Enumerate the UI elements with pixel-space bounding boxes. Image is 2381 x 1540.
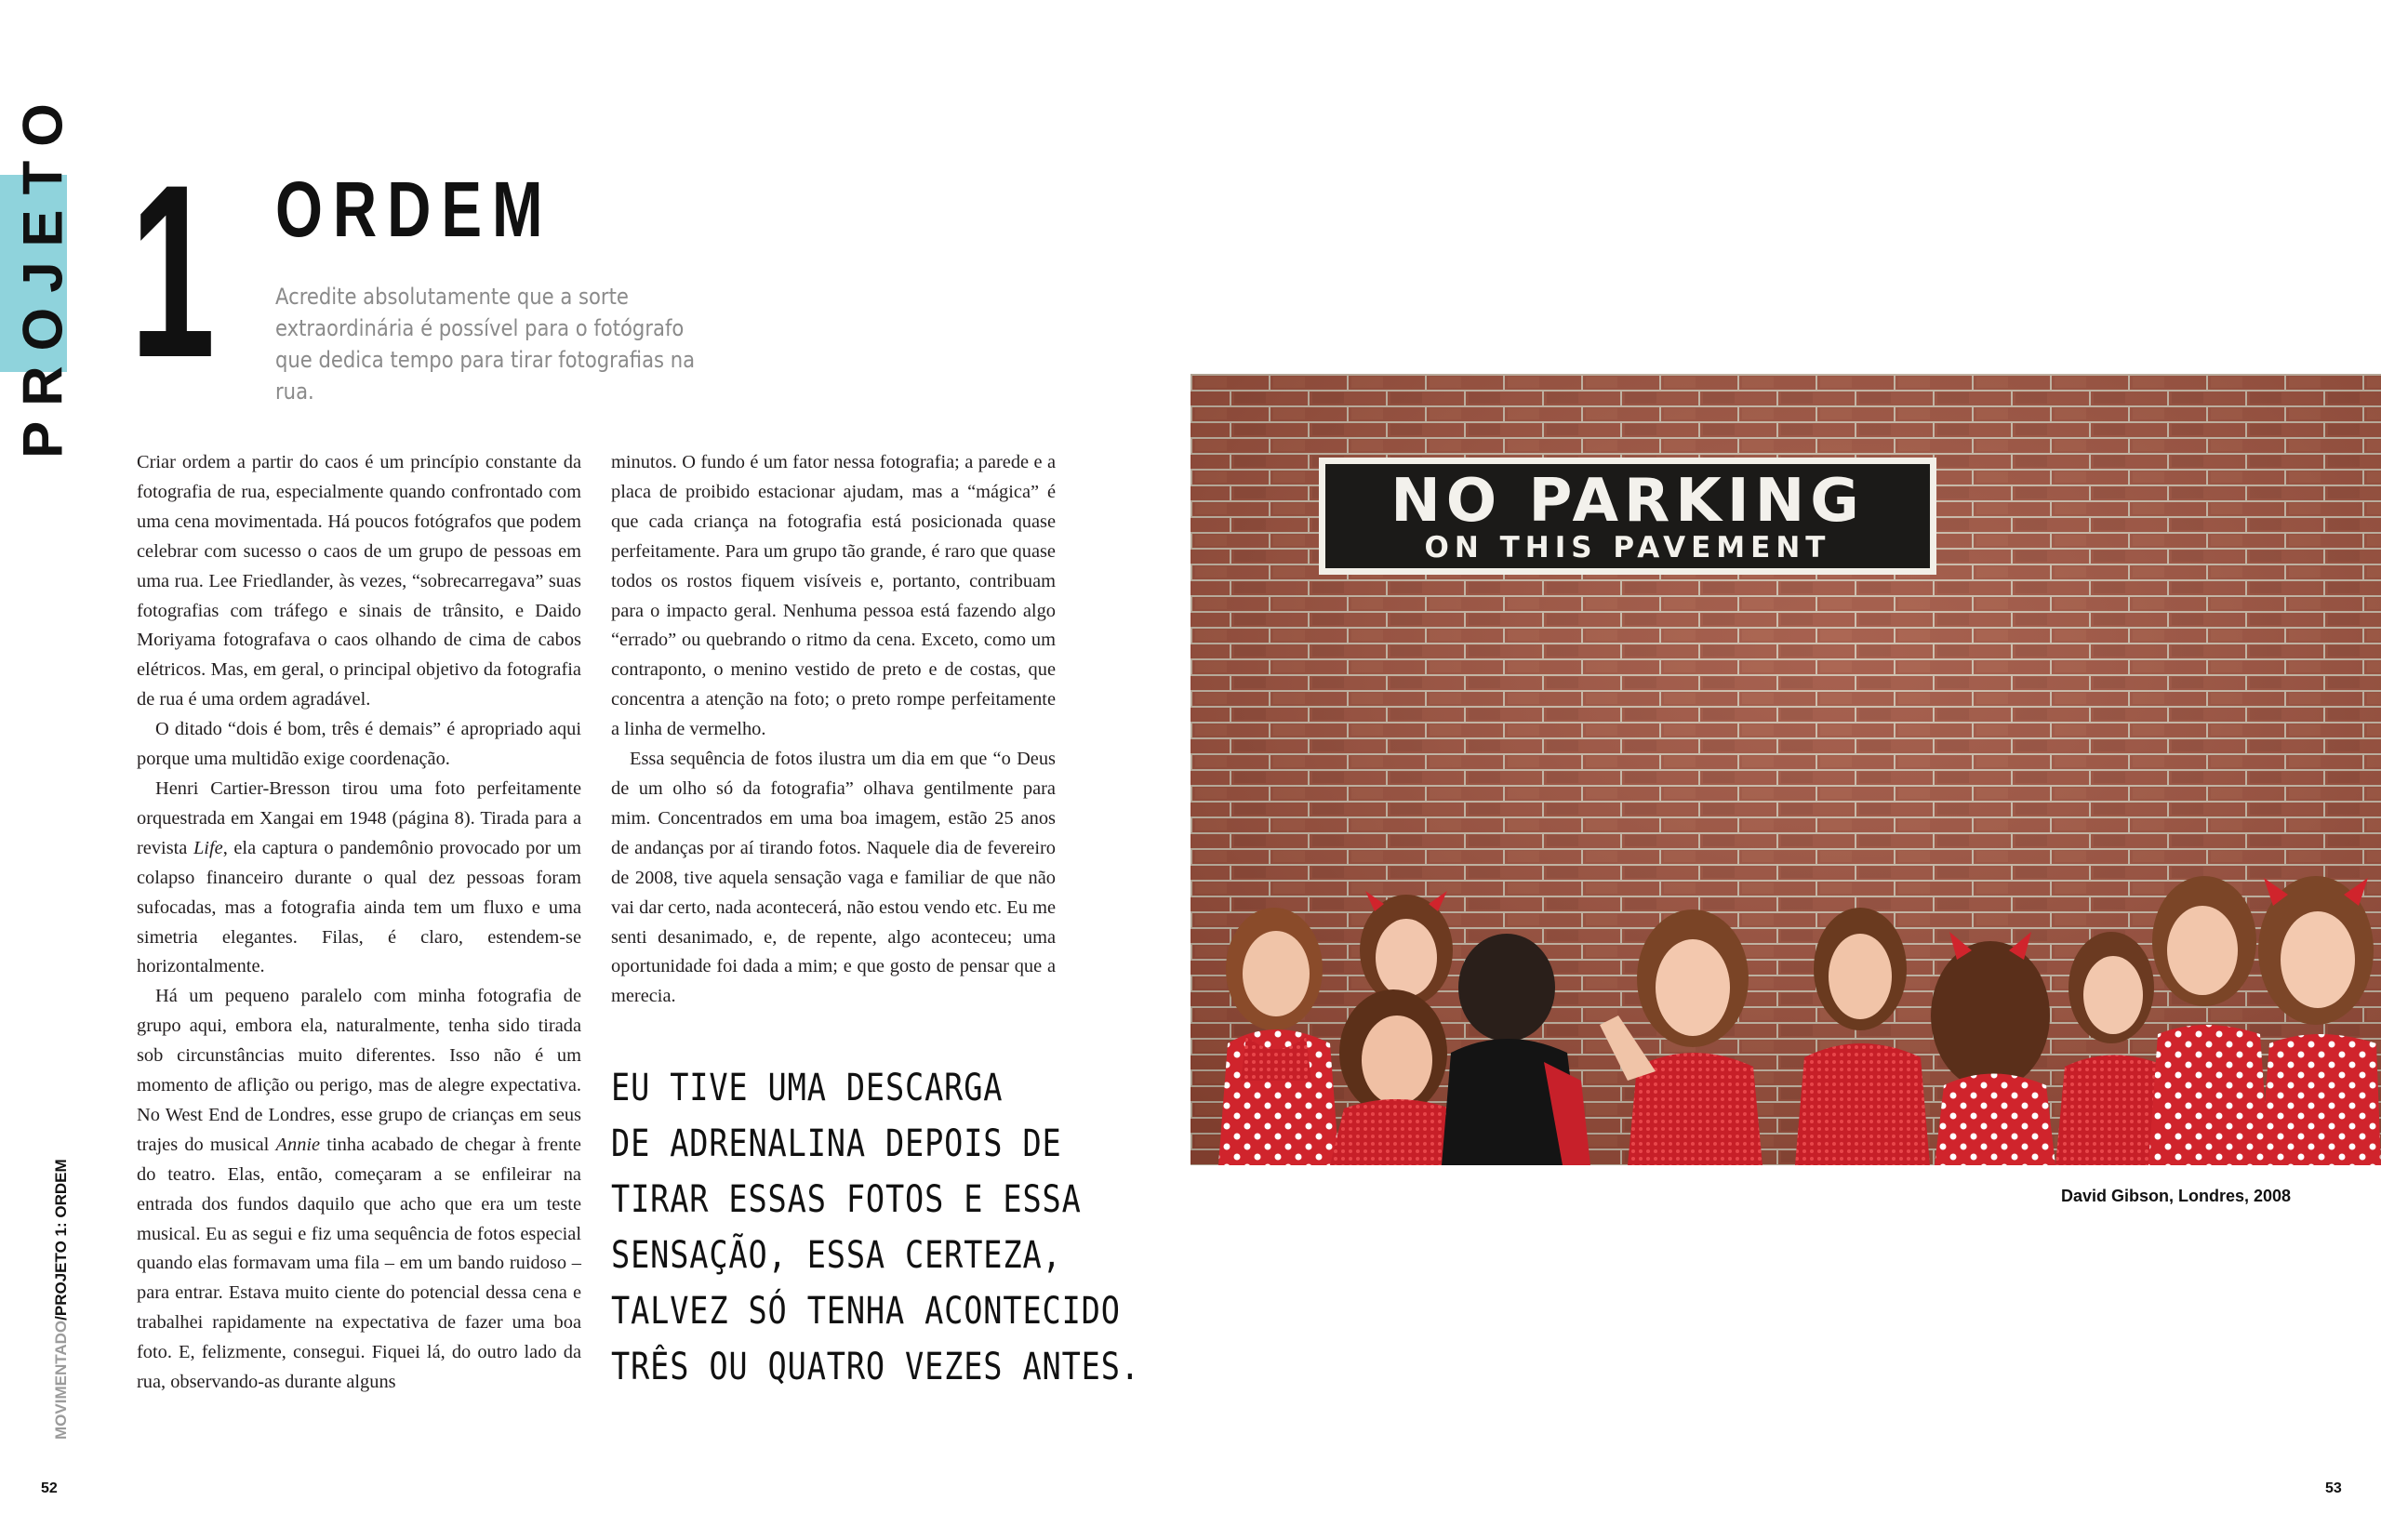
body-column-1: [137, 448, 581, 1398]
photo-credit: David Gibson, Londres, 2008: [2061, 1187, 2292, 1205]
project-title: ORDEM: [275, 166, 553, 253]
running-head-section: MOVIMENTADO: [52, 1320, 70, 1440]
paragraph: Criar ordem a partir do caos é um princípio constante da fotografia de rua, especialmente quando confrontado com uma cena movimentada. Há poucos fotógrafos que podem celebrar com sucesso o caos de um grupo de pessoas em uma rua. Lee Friedlander, às vezes, “sobrecarregava” suas fotografias com tráfego e sinais de trânsito, e Daido Moriyama fotografava o caos olhando de cima de cabos elétricos. Mas, em geral, o principal objetivo da fotografia de rua é uma ordem agradável.: [137, 452, 581, 710]
no-parking-sign: [1319, 458, 1936, 575]
page-number-left: 52: [41, 1480, 58, 1496]
paragraph: Essa sequência de fotos ilustra um dia em que “o Deus de um olho só da fotografia” olhava gentilmente para mim. Concentrados em uma boa imagem, estão 25 anos de andanças por aí tirando fotos. Naquele dia de fevereiro de 2008, tive aquela sensação vaga e familiar de que não vai dar certo, nada acontecerá, não estou vendo etc. Eu me senti desanimado, e, de repente, algo aconteceu; uma oportunidade foi dada a mim; e que gosto de pensar que a merecia.: [611, 749, 1056, 1007]
pull-quote-line: DE ADRENALINA DEPOIS DE: [611, 1122, 1062, 1165]
pull-quote-line: EU TIVE UMA DESCARGA: [611, 1067, 1004, 1109]
musical-title: Annie: [275, 1134, 321, 1155]
project-label: PROJETO: [11, 88, 74, 458]
body-column-2: [611, 448, 1056, 1012]
paragraph: minutos. O fundo é um fator nessa fotografia; a parede e a placa de proibido estacionar ajudam, mas a “mágica” é que cada criança na fotografia está posicionada quase perfeitamente. Para um grupo tão grande, é raro que quase todos os rostos fiquem visíveis e, portanto, contribuam para o impacto geral. Nenhuma pessoa está fazendo algo “errado” ou quebrando o ritmo da cena. Exceto, como um contraponto, o menino vestido de preto e de costas, que concentra a atenção na foto; o preto rompe perfeitamente a linha de vermelho.: [611, 452, 1056, 740]
pull-quote: [611, 1060, 1140, 1395]
pull-quote-line: TRÊS OU QUATRO VEZES ANTES.: [611, 1346, 1140, 1388]
paragraph: Henri Cartier-Bresson tirou uma foto perfeitamente orquestrada em Xangai em 1948 (página 8). Tirada para a revista Life, ela captura o pandemônio provocado por um colapso financeiro durante o qual dez pessoas foram sufocadas, mas a fotografia ainda tem um fluxo e uma simetria elegantes. Filas, é claro, estendem-se horizontalmente.: [137, 777, 581, 977]
photo-illustration: [1190, 374, 2381, 1165]
project-number: 1: [130, 134, 216, 409]
running-head-chapter: PROJETO 1: ORDEM: [52, 1159, 70, 1317]
sign-line-1: NO PARKING: [1390, 467, 1865, 536]
magazine-title: Life: [193, 837, 223, 858]
pull-quote-line: TALVEZ SÓ TENHA ACONTECIDO: [611, 1290, 1121, 1333]
pull-quote-line: TIRAR ESSAS FOTOS E ESSA: [611, 1178, 1082, 1221]
project-intro: Acredite absolutamente que a sorte extraordinária é possível para o fotógrafo que dedica tempo para tirar fotografias na rua.: [275, 284, 696, 405]
photograph: [1190, 374, 2381, 1165]
running-head: [52, 1159, 71, 1440]
sign-line-2: ON THIS PAVEMENT: [1424, 531, 1831, 564]
paragraph: O ditado “dois é bom, três é demais” é apropriado aqui porque uma multidão exige coordenação.: [137, 719, 581, 770]
pull-quote-line: SENSAÇÃO, ESSA CERTEZA,: [611, 1234, 1062, 1277]
paragraph: Há um pequeno paralelo com minha fotografia de grupo aqui, embora ela, naturalmente, tenha sido tirada sob circunstâncias muito diferentes. Isso não é um momento de aflição ou perigo, mas de alegre expectativa. No West End de Londres, esse grupo de crianças em seus trajes do musical Annie tinha acabado de chegar à frente do teatro. Elas, então, começaram a se enfileirar na entrada dos fundos daquilo que acho que era um teste musical. Eu as segui e fiz uma sequência de fotos especial quando elas formavam uma fila – em um bando ruidoso – para entrar. Estava muito ciente do potencial dessa cena e trabalhei rapidamente na expectativa de fazer uma boa foto. E, felizmente, consegui. Fiquei lá, do outro lado da rua, observando-as durante alguns: [137, 986, 581, 1393]
running-head-separator: /: [52, 1316, 70, 1321]
page-number-right: 53: [2325, 1480, 2342, 1496]
